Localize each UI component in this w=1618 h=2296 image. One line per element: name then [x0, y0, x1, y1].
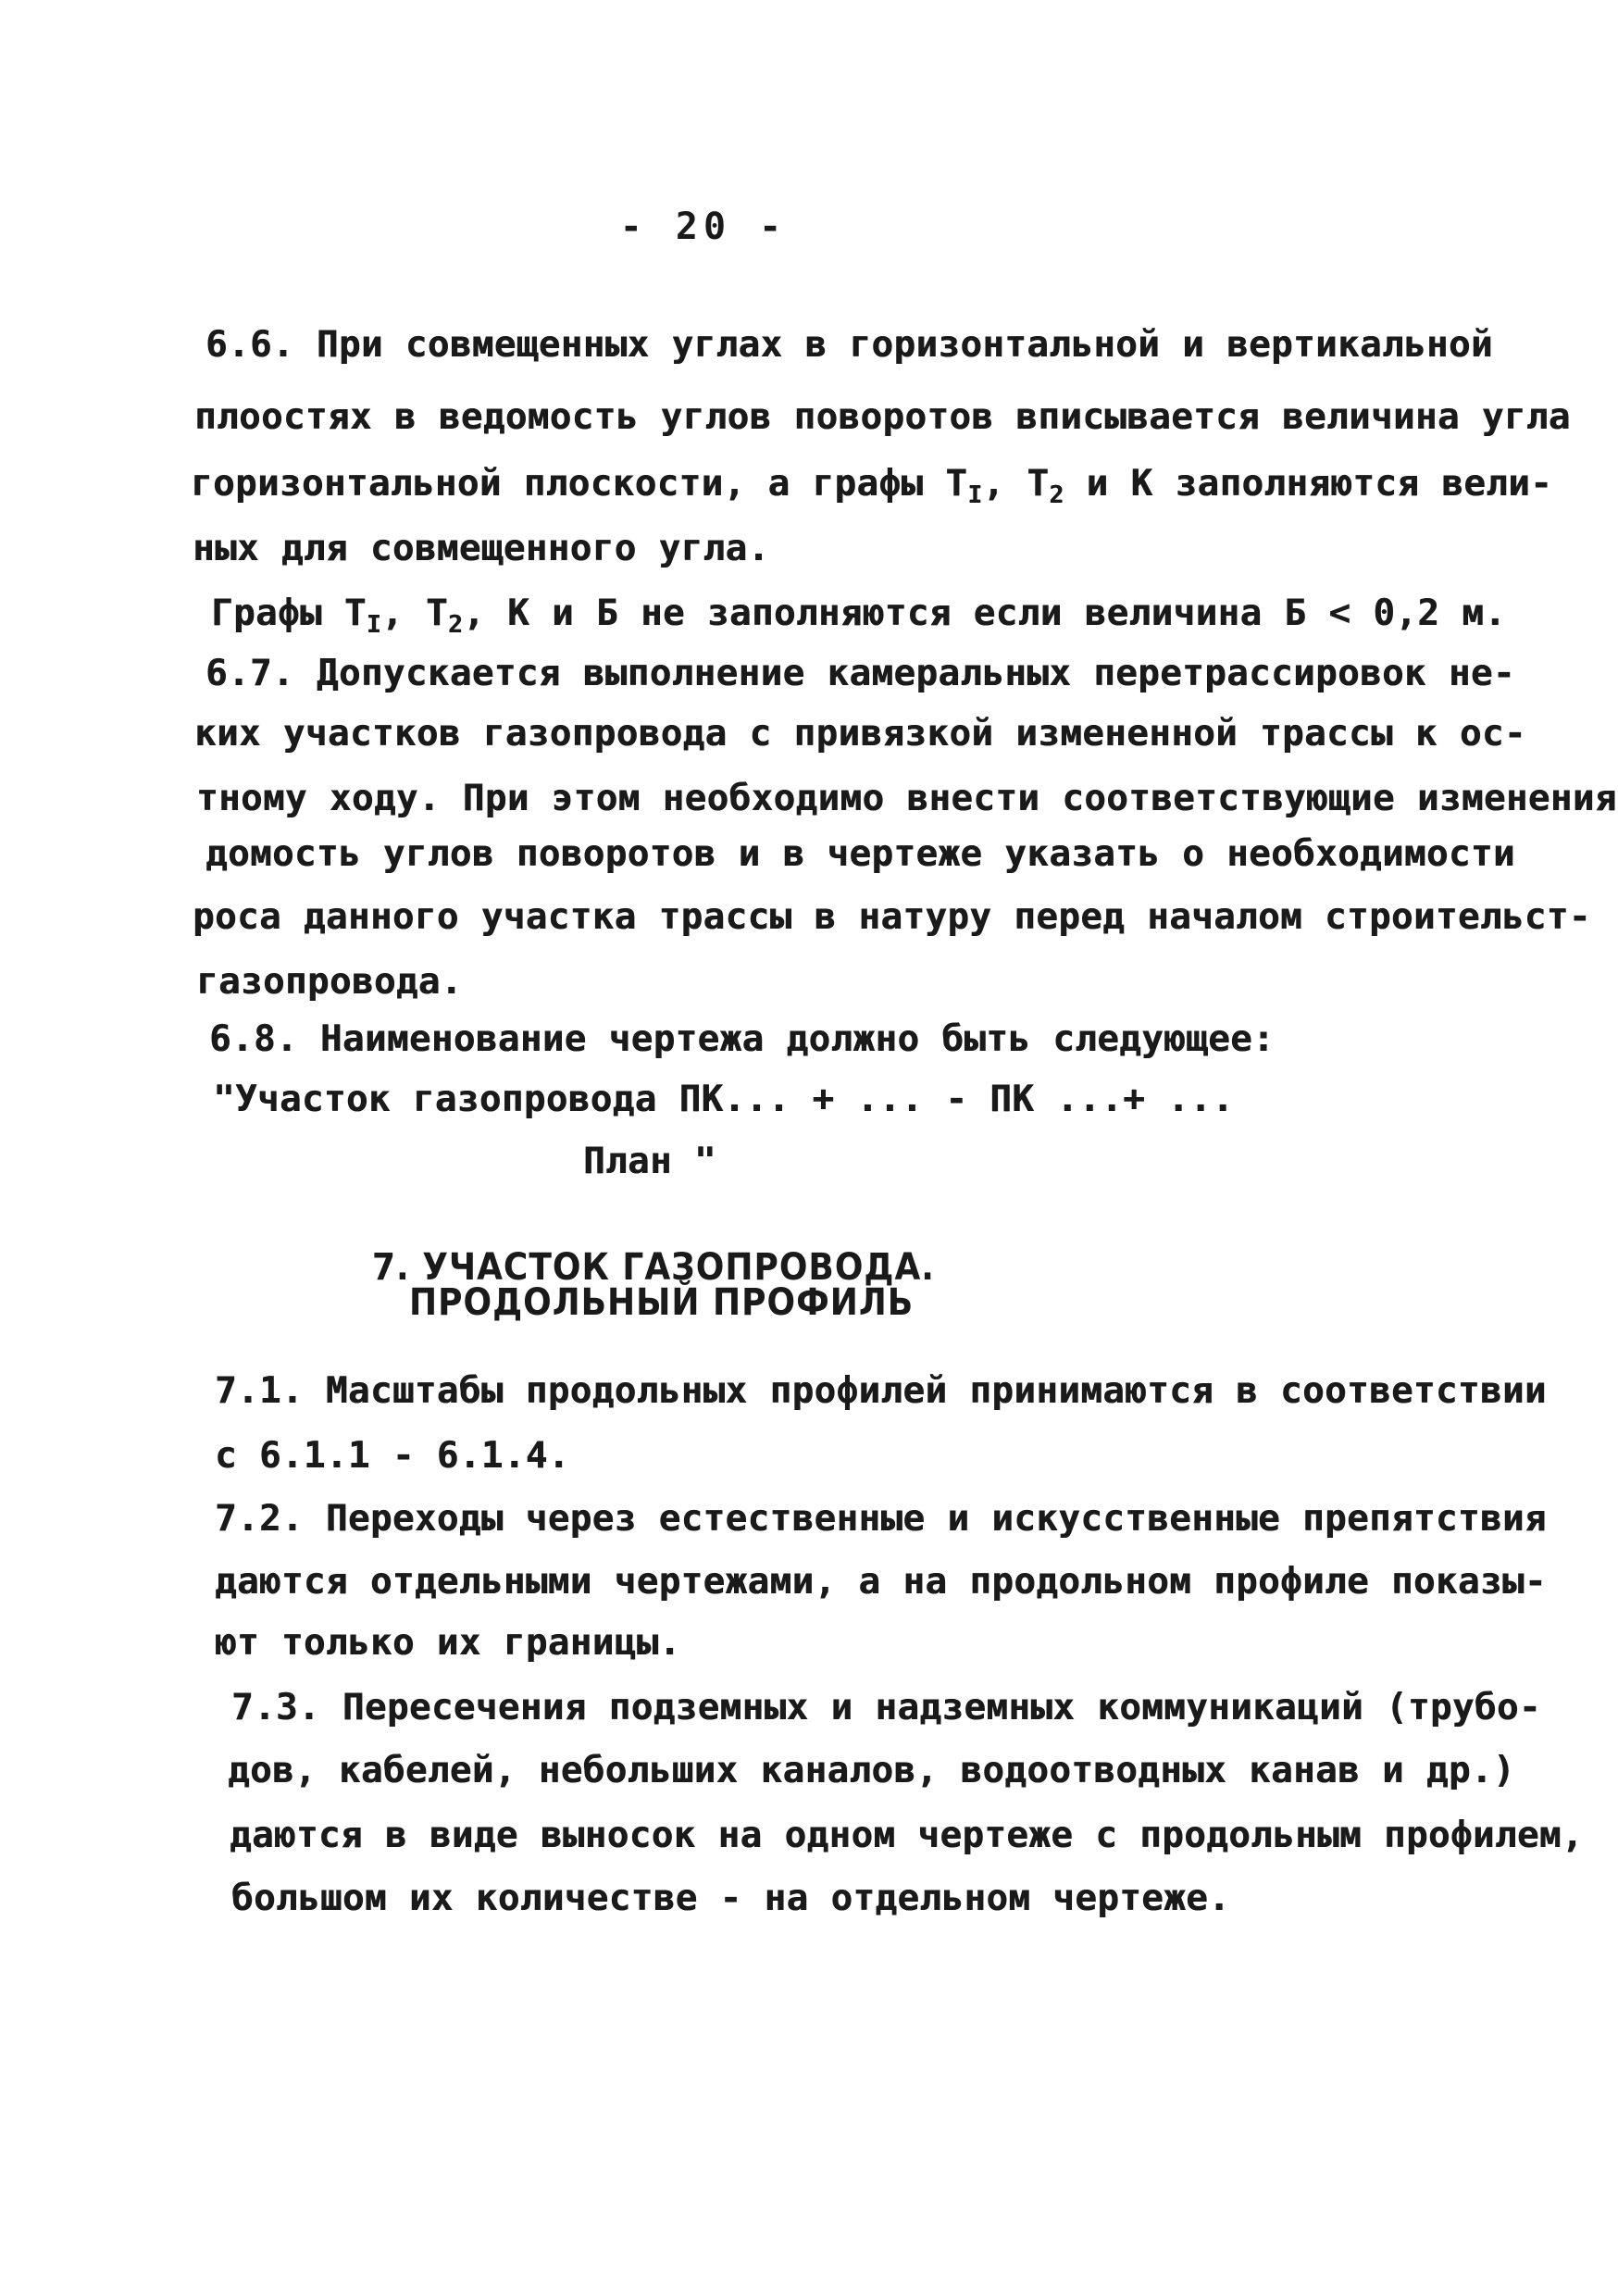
text-line: плоостях в ведомость углов поворотов вписывается величина угла	[194, 396, 1571, 438]
text-line: 7.2. Переходы через естественные и искусственные препятствия	[215, 1498, 1547, 1540]
text-line: газопровода.	[196, 961, 463, 1003]
text-line: домость углов поворотов и в чертеже указать о необходимости	[205, 833, 1515, 875]
text-segment: горизонтальной плоскости, а графы T	[191, 463, 968, 505]
section-title: 7. УЧАСТОК ГАЗОПРОВОДА.	[372, 1246, 935, 1289]
text-line	[211, 593, 1506, 639]
page-number: - 20 -	[619, 206, 788, 248]
section-subtitle: ПРОДОЛЬНЫЙ ПРОФИЛЬ	[409, 1281, 915, 1324]
text-line: большом их количестве - на отдельном чертеже.	[231, 1878, 1231, 1919]
text-line: 7.3. Пересечения подземных и надземных коммуникаций (трубо-	[231, 1687, 1541, 1728]
subscript: I	[967, 481, 983, 509]
text-line: тному ходу. При этом необходимо внести соответствующие изменения	[196, 778, 1617, 819]
text-line: дов, кабелей, небольших каналов, водоотводных канав и др.)	[228, 1750, 1515, 1791]
text-line: ных для совмещенного угла.	[193, 528, 770, 569]
text-segment: , T	[982, 463, 1050, 505]
text-line: "Участок газопровода ПК... + ... - ПК ...+ ...	[213, 1079, 1235, 1120]
text-line: 7.1. Масштабы продольных профилей принимаются в соответствии	[215, 1370, 1547, 1412]
text-segment: , К и Б не заполняются если величина Б < 0,2 м.	[463, 593, 1507, 634]
text-line: роса данного участка трассы в натуру перед началом строительст-	[193, 896, 1591, 938]
text-segment: и К заполняются вели-	[1064, 463, 1553, 505]
text-segment: , T	[381, 593, 448, 634]
text-line: даются отдельными чертежами, а на продольном профиле показы-	[215, 1561, 1547, 1603]
text-line: ют только их границы.	[215, 1622, 681, 1664]
text-line: План "	[583, 1141, 716, 1182]
subscript: 2	[447, 611, 464, 639]
text-line: 6.6. При совмещенных углах в горизонтальной и вертикальной	[205, 324, 1493, 366]
text-line: 6.8. Наименование чертежа должно быть следующее:	[209, 1018, 1276, 1060]
text-line: с 6.1.1 - 6.1.4.	[215, 1435, 570, 1477]
text-line: даются в виде выносок на одном чертеже с продольным профилем,	[230, 1815, 1584, 1856]
subscript: I	[366, 611, 382, 639]
text-line	[191, 463, 1552, 509]
subscript: 2	[1049, 481, 1064, 509]
text-line: ких участков газопровода с привязкой измененной трассы к ос-	[194, 713, 1526, 755]
text-segment: Графы T	[211, 593, 367, 634]
text-line: 6.7. Допускается выполнение камеральных перетрассировок не-	[205, 653, 1515, 694]
